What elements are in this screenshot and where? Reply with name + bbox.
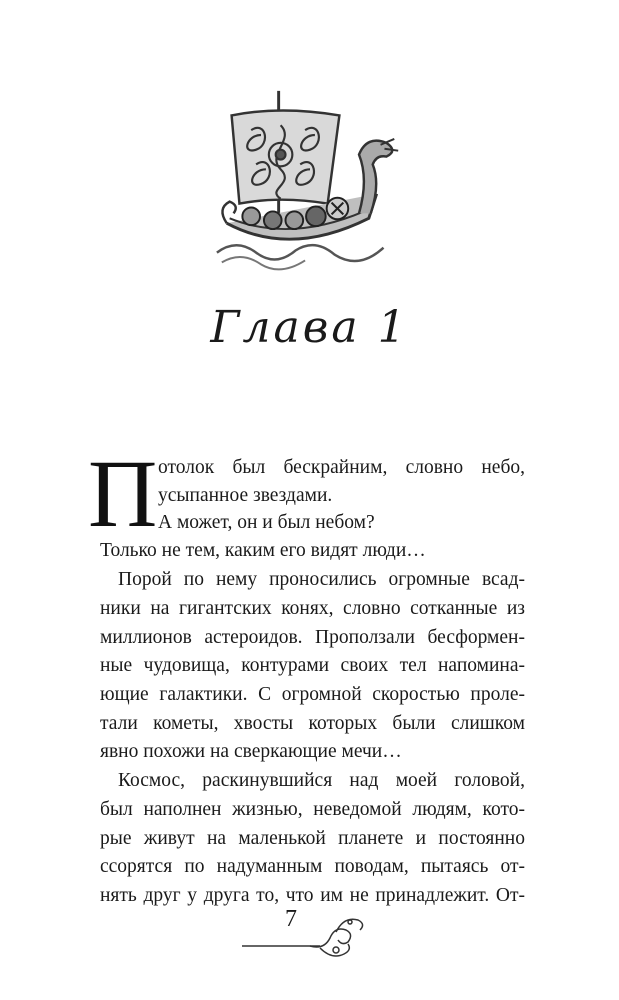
text-line: рые живут на маленькой планете и постоянно: [100, 828, 525, 849]
text-line: усыпанное звездами.: [158, 485, 333, 506]
text-line: миллионов астероидов. Проползали бесформен-: [100, 627, 525, 648]
text-line: ющие галактики. С огромной скоростью проле-: [100, 684, 525, 705]
text-line: ные чудовища, контурами своих тел напомина-: [100, 655, 525, 676]
swirl-ornament-icon: [240, 906, 380, 966]
page-footer: [240, 906, 380, 966]
text-line: А может, он и был небом?: [158, 512, 375, 533]
text-line: отолок был бескрайним, словно небо,: [158, 457, 525, 478]
chapter-title: Глава 1: [210, 302, 409, 353]
text-line: явно похожи на сверкающие мечи…: [100, 741, 402, 762]
text-line: нять друг у друга то, что им не принадлежит. От-: [100, 885, 525, 906]
text-line: ники на гигантских конях, словно сотканные из: [100, 598, 525, 619]
page-number: 7: [285, 906, 297, 932]
text-line: Порой по нему проносились огромные всад-: [118, 569, 525, 590]
text-line: тали кометы, хвосты которых были слишком: [100, 713, 525, 734]
text-line: был наполнен жизнью, неведомой людям, кото-: [100, 799, 525, 820]
viking-ship-icon: [212, 86, 408, 282]
text-line: Только не тем, каким его видят люди…: [100, 540, 426, 561]
drop-cap-letter: П: [88, 440, 158, 547]
text-line: ссорятся по надуманным поводам, пытаясь от-: [100, 856, 525, 877]
text-line: Космос, раскинувшийся над моей головой,: [118, 770, 525, 791]
